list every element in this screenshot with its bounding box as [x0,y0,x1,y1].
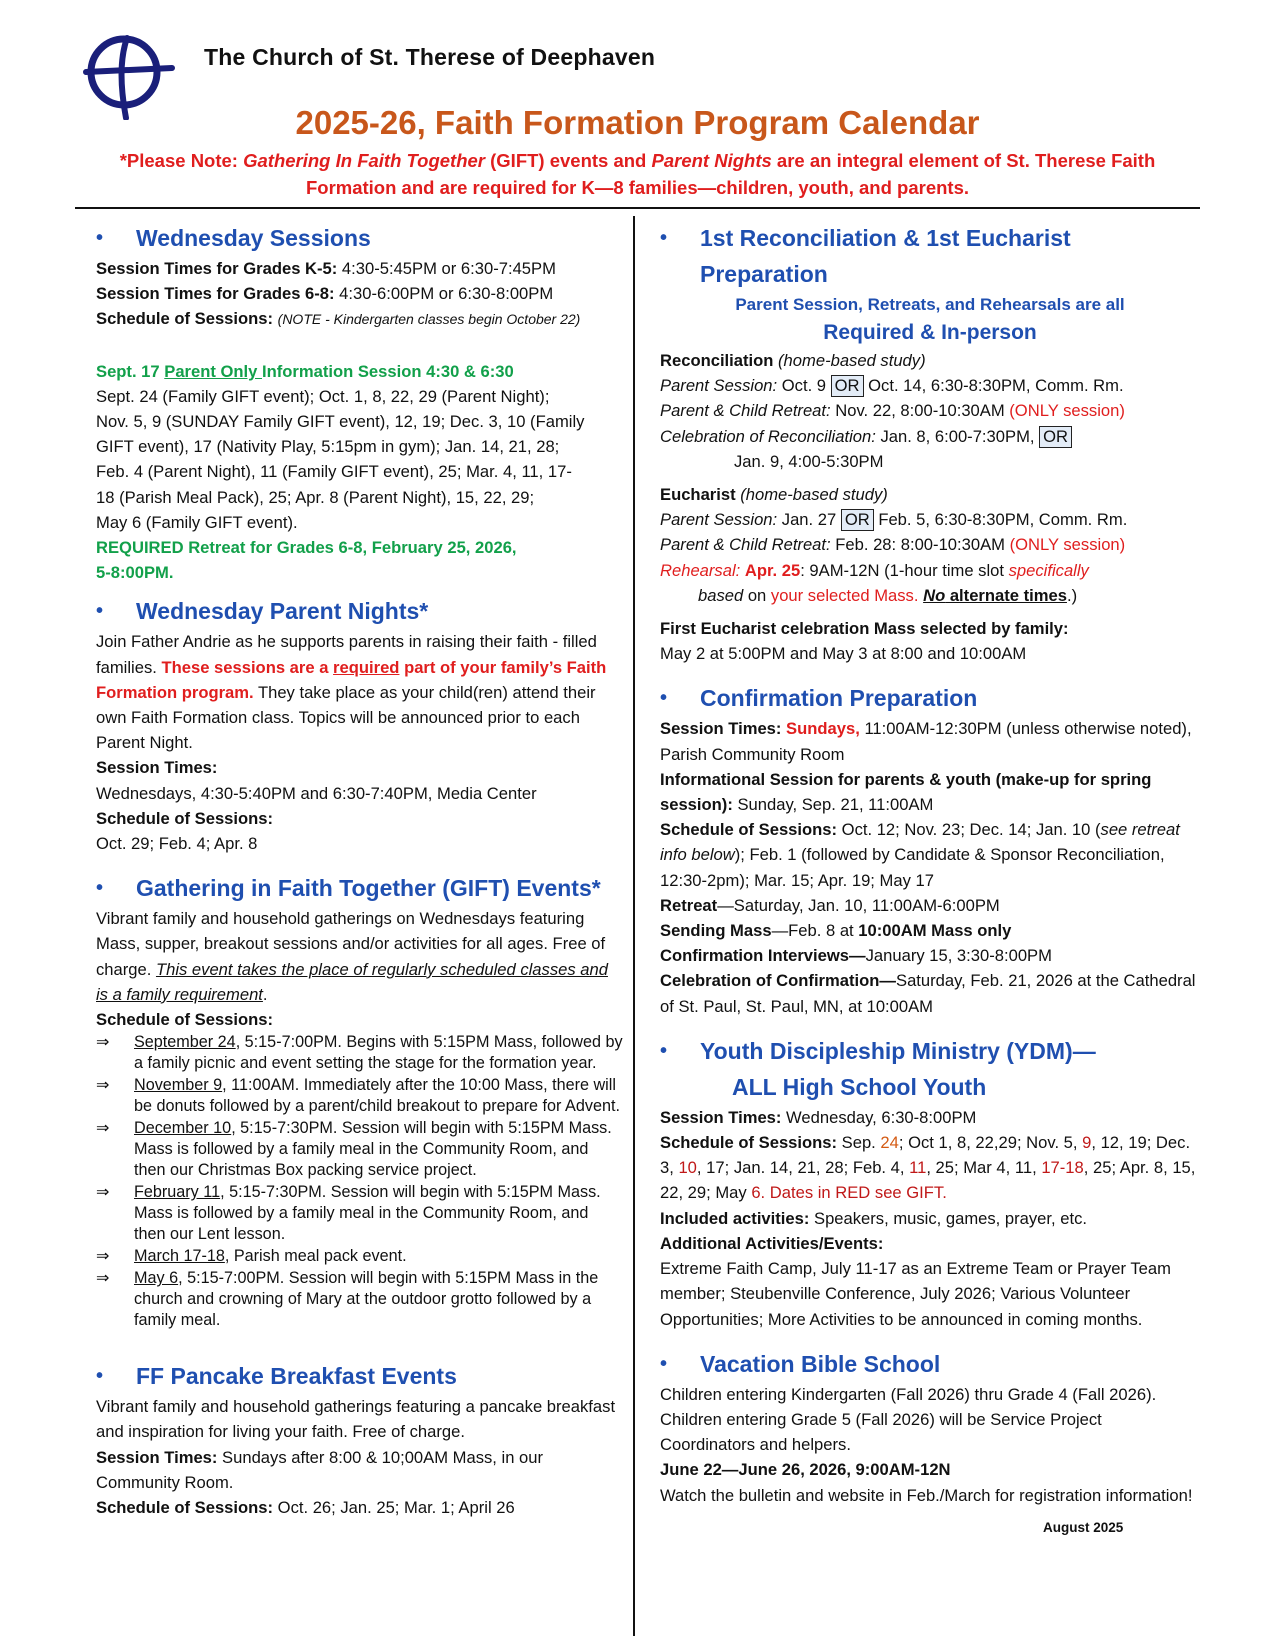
euch-rehearsal-2: based on your selected Mass. No alternate times.) [698,585,1078,605]
left-column [96,220,623,1520]
eucharist-label: Eucharist (home-based study) [660,485,888,505]
bullet-icon: • [96,227,104,249]
note-gift: Gathering In Faith Together [243,150,485,171]
bullet-icon: • [660,1039,668,1062]
euch-retreat: Parent & Child Retreat: Feb. 28: 8:00-10:30AM (ONLY session) [660,535,1126,555]
gift-desc: Vibrant family and household gatherings on Wednesdays featuring Mass, supper, breakout sessions and/or activities for all ages. Free of charge. This event takes the place of regularly scheduled classes and is a family requirement. [96,909,608,1004]
church-name: The Church of St. Therese of Deephaven [204,44,656,70]
or-badge: OR [841,509,874,531]
g68-times: Session Times for Grades 6-8: 4:30-6:00PM or 6:30-8:00PM [96,284,554,304]
pancake-times: Session Times: Sundays after 8:00 & 10;00AM Mass, in our Community Room. [96,1447,544,1492]
arrow-icon: ⇒ [96,1076,110,1095]
page-title: 2025-26, Faith Formation Program Calendar [295,104,980,141]
info-session: Sept. 17 Parent Only Information Session 4:30 & 6:30 [96,361,514,381]
sacraments-subheading: Parent Session, Retreats, and Rehearsals are all [735,295,1125,314]
first-eucharist-label: First Eucharist celebration Mass selected by family: [660,619,1069,639]
ydm-included: Included activities: Speakers, music, games, prayer, etc. [660,1208,1087,1228]
parent-times-label: Session Times: [96,758,218,778]
note-start: *Please Note: [119,150,244,171]
arrow-icon: ⇒ [96,1033,110,1052]
session-dates-3: GIFT event), 17 (Nativity Play, 5:15pm in gym); Jan. 14, 21, 28; [96,437,560,457]
ydm-additional-value: Extreme Faith Camp, July 11-17 as an Extreme Team or Prayer Team member; Steubenville Conference, July 2026; Various Volunteer Opportunities; More Activities to be announced in coming months. [660,1259,1171,1329]
conf-interviews: Confirmation Interviews—January 15, 3:30-8:00PM [660,946,1052,966]
reconciliation-label: Reconciliation (home-based study) [660,351,926,370]
pancake-desc: Vibrant family and household gatherings featuring a pancake breakfast and inspiration for living your faith. Free of charge. [96,1397,616,1442]
section-heading-vbs: • Vacation Bible School [660,1346,1200,1382]
section-heading-pancake: • FF Pancake Breakfast Events [96,1358,623,1394]
bullet-icon: • [660,227,668,249]
bullet-icon: • [660,1352,668,1375]
conf-info-session: Informational Session for parents & youth (make-up for spring session): Sunday, Sep. 21, 11:00AM [660,769,1152,815]
right-column [660,220,1200,1508]
section-heading-ydm-2: ALL High School Youth [732,1073,987,1100]
retreat-6-8: REQUIRED Retreat for Grades 6-8, February 25, 2026, [96,538,517,558]
note-mid: (GIFT) events and [484,150,652,171]
session-dates-6: May 6 (Family GIFT event). [96,512,298,532]
first-eucharist-value: May 2 at 5:00PM and May 3 at 8:00 and 10:00AM [660,644,1027,664]
euch-rehearsal: Rehearsal: Apr. 25: 9AM-12N (1-hour time slot specifically [660,560,1089,580]
ydm-schedule: Schedule of Sessions: Sep. 24; Oct 1, 8, 22,29; Nov. 5, 9, 12, 19; Dec. 3, 10, 17; Jan. 14, 21, 28; Feb. 4, 11, 25; Mar 4, 11, 17-18, 25; Apr. 8, 15, 22, 29; May 6. Dates in RED see GIFT. [660,1133,1196,1203]
list-item: ⇒ November 9, 11:00AM. Immediately after the 10:00 Mass, there will be donuts followed by a parent/child breakout to prepare for Advent. [96,1076,620,1116]
recon-celebration: Celebration of Reconciliation: Jan. 8, 6:00-7:30PM, OR [660,424,1200,449]
vbs-watch: Watch the bulletin and website in Feb./March for registration information! [660,1485,1193,1505]
retreat-6-8-time: 5-8:00PM. [96,563,174,583]
pancake-schedule: Schedule of Sessions: Oct. 26; Jan. 25; Mar. 1; April 26 [96,1498,515,1518]
recon-parent-session: Parent Session: Oct. 9 OR Oct. 14, 6:30-8:30PM, Comm. Rm. [660,376,1124,396]
conf-times: Session Times: Sundays, 11:00AM-12:30PM (unless otherwise noted), Parish Community Room [660,719,1192,764]
session-dates-2: Nov. 5, 9 (SUNDAY Family GIFT event), 12, 19; Dec. 3, 10 (Family [96,412,585,432]
recon-retreat: Parent & Child Retreat: Nov. 22, 8:00-10:30AM (ONLY session) [660,401,1125,421]
ydm-times: Session Times: Wednesday, 6:30-8:00PM [660,1107,977,1127]
conf-schedule: Schedule of Sessions: Oct. 12; Nov. 23; Dec. 14; Jan. 10 (see retreat info below); Feb. 1 (followed by Candidate & Sponsor Reconciliation, 12:30-2pm); Mar. 15; Apr. 19; May 17 [660,820,1180,890]
parent-schedule-value: Oct. 29; Feb. 4; Apr. 8 [96,834,258,854]
parent-times-value: Wednesdays, 4:30-5:40PM and 6:30-7:40PM, Media Center [96,783,537,803]
section-heading-parent-nights: • Wednesday Parent Nights* [96,593,623,629]
arrow-icon: ⇒ [96,1119,110,1138]
footer-date: August 2025 [1043,1520,1124,1535]
euch-parent-session: Parent Session: Jan. 27 OR Feb. 5, 6:30-8:30PM, Comm. Rm. [660,510,1128,530]
k5-times: Session Times for Grades K-5: 4:30-5:45PM or 6:30-7:45PM [96,259,556,278]
session-dates-4: Feb. 4 (Parent Night), 11 (Family GIFT event), 25; Mar. 4, 11, 17- [96,462,572,482]
schedule-label: Schedule of Sessions: (NOTE - Kindergarten classes begin October 22) [96,309,581,329]
please-note [90,147,1185,201]
arrow-icon: ⇒ [96,1269,110,1288]
section-heading-gift: • Gathering in Faith Together (GIFT) Events* [96,870,623,906]
note-end: are an integral element of St. Therese Faith Formation and are required for K—8 families—children, youth, and parents. [305,150,1156,198]
ydm-additional-label: Additional Activities/Events: [660,1233,884,1253]
note-parent-nights: Parent Nights [651,150,772,171]
gift-schedule-label: Schedule of Sessions: [96,1010,274,1030]
conf-retreat: Retreat—Saturday, Jan. 10, 11:00AM-6:00PM [660,895,1000,915]
section-heading-ydm: • Youth Discipleship Ministry (YDM)— [660,1033,1200,1069]
recon-celebration-2: Jan. 9, 4:00-5:30PM [734,451,884,471]
bullet-icon: • [96,1365,104,1388]
or-badge: OR [1039,426,1072,448]
arrow-icon: ⇒ [96,1183,110,1202]
bullet-icon: • [96,877,104,900]
vbs-desc: Children entering Kindergarten (Fall 2026) thru Grade 4 (Fall 2026). Children entering Grade 5 (Fall 2026) will be Service Project Coordinators and helpers. [660,1384,1157,1455]
column-divider [633,216,635,1636]
arrow-icon: ⇒ [96,1247,110,1266]
list-item: ⇒ February 11, 5:15-7:30PM. Session will begin with 5:15PM Mass. Mass is followed by a family meal in the Community Room, and then our Lent lesson. [96,1183,601,1244]
gift-event-list [96,1032,623,1331]
or-badge: OR [831,375,864,397]
session-dates-1: Sept. 24 (Family GIFT event); Oct. 1, 8, 22, 29 (Parent Night); [96,386,550,406]
bullet-icon: • [96,600,104,623]
section-heading-sacraments: • 1st Reconciliation & 1st Eucharist Preparation [660,220,1200,292]
parent-nights-desc: Join Father Andrie as he supports parents in raising their faith - filled families. These sessions are a required part of your family’s Faith Formation program. They take place as your child(ren) attend their own Faith Formation class. Topics will be announced prior to each Parent Night. [96,632,607,753]
bullet-icon: • [660,687,668,710]
list-item: ⇒ March 17-18, Parish meal pack event. [96,1247,407,1266]
sacraments-required: Required & In-person [823,321,1037,344]
header-divider [75,207,1200,209]
section-heading-confirmation: • Confirmation Preparation [660,680,1200,716]
session-dates-5: 18 (Parish Meal Pack), 25; Apr. 8 (Parent Night), 15, 22, 29; [96,487,535,507]
section-heading-wednesday-sessions: • Wednesday Sessions [96,220,623,256]
conf-sending-mass: Sending Mass—Feb. 8 at 10:00AM Mass only [660,921,1012,941]
parent-schedule-label: Schedule of Sessions: [96,808,274,828]
list-item: ⇒ September 24, 5:15-7:00PM. Begins with 5:15PM Mass, followed by a family picnic and event setting the stage for the formation year. [96,1033,623,1073]
conf-celebration: Celebration of Confirmation—Saturday, Feb. 21, 2026 at the Cathedral of St. Paul, St. Paul, MN, at 10:00AM [660,971,1196,1016]
list-item: ⇒ December 10, 5:15-7:30PM. Session will begin with 5:15PM Mass. Mass is followed by a family meal in the Community Room, and then our Christmas Box packing service project. [96,1119,612,1180]
vbs-dates: June 22—June 26, 2026, 9:00AM-12N [660,1460,951,1480]
list-item: ⇒ May 6, 5:15-7:00PM. Session will begin with 5:15PM Mass in the church and crowning of Mary at the outdoor grotto followed by a family meal. [96,1269,599,1330]
